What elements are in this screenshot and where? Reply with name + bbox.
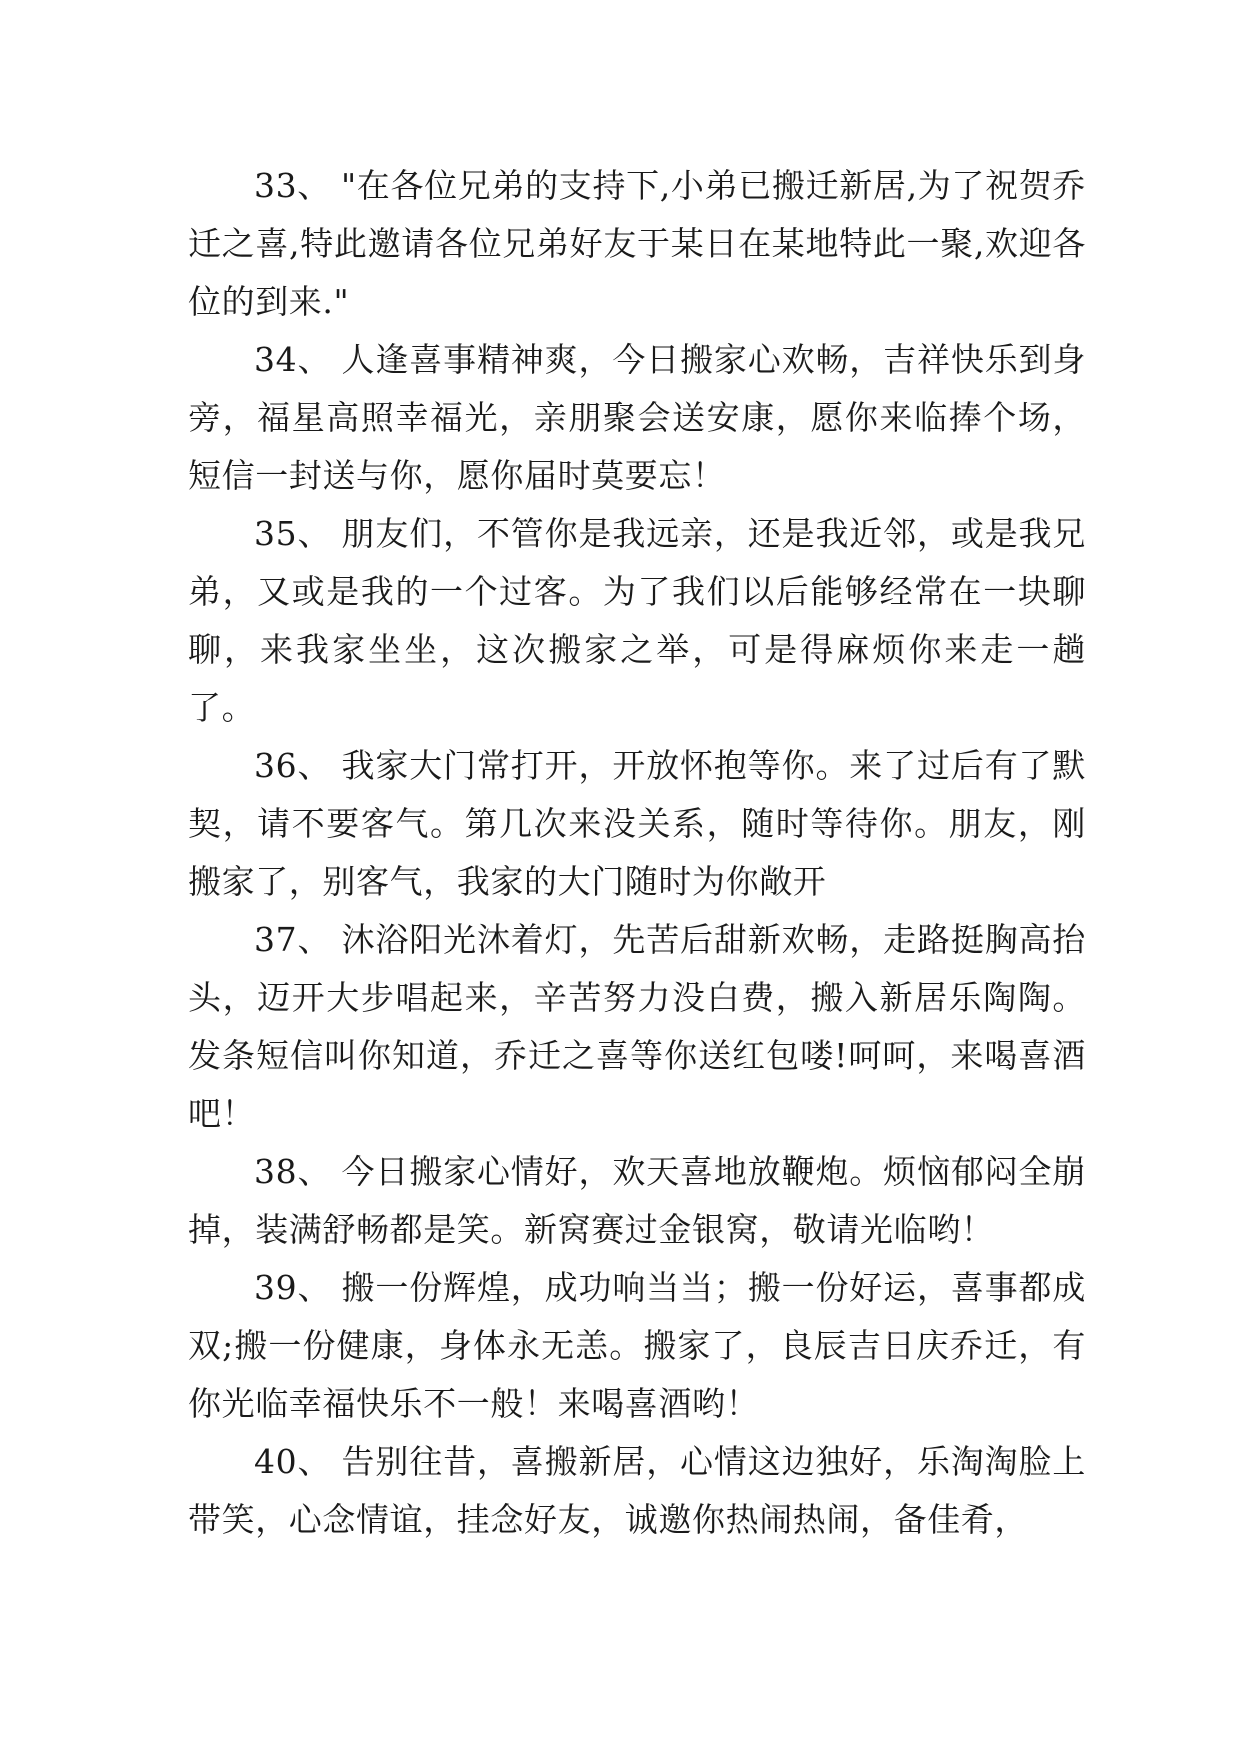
paragraph-number: 35、 (254, 514, 332, 553)
paragraph-text: 今日搬家心情好，欢天喜地放鞭炮。烦恼郁闷全崩掉，装满舒畅都是笑。新窝赛过金银窝，敬请光临哟！ (188, 1152, 1086, 1249)
paragraph-number: 40、 (254, 1442, 332, 1481)
paragraph-text: 人逢喜事精神爽，今日搬家心欢畅，吉祥快乐到身旁，福星高照幸福光，亲朋聚会送安康，愿你来临捧个场，短信一封送与你，愿你届时莫要忘！ (188, 340, 1086, 495)
paragraph-text: 朋友们，不管你是我远亲，还是我近邻，或是我兄弟，又或是我的一个过客。为了我们以后能够经常在一块聊聊，来我家坐坐，这次搬家之举，可是得麻烦你来走一趟了。 (188, 514, 1086, 727)
paragraph-number: 36、 (254, 746, 332, 785)
paragraph-37 (188, 911, 1086, 1143)
paragraph-number: 39、 (254, 1268, 332, 1307)
paragraph-38 (188, 1143, 1086, 1259)
paragraph-number: 38、 (254, 1152, 332, 1191)
paragraph-text: 搬一份辉煌，成功响当当；搬一份好运，喜事都成双;搬一份健康，身体永无恙。搬家了，良辰吉日庆乔迁，有你光临幸福快乐不一般！来喝喜酒哟！ (188, 1268, 1086, 1423)
paragraph-39 (188, 1259, 1086, 1433)
paragraph-number: 34、 (254, 340, 332, 379)
paragraph-34 (188, 331, 1086, 505)
paragraph-text: "在各位兄弟的支持下,小弟已搬迁新居,为了祝贺乔迁之喜,特此邀请各位兄弟好友于某日在某地特此一聚,欢迎各位的到来." (188, 166, 1087, 321)
paragraph-text: 我家大门常打开，开放怀抱等你。来了过后有了默契，请不要客气。第几次来没关系，随时等待你。朋友，刚搬家了，别客气，我家的大门随时为你敞开 (188, 746, 1086, 901)
paragraph-number: 37、 (254, 920, 332, 959)
document-body (188, 157, 1086, 1549)
paragraph-number: 33、 (254, 166, 331, 205)
paragraph-33 (188, 157, 1086, 331)
paragraph-text: 沐浴阳光沐着灯，先苦后甜新欢畅，走路挺胸高抬头，迈开大步唱起来，辛苦努力没白费，搬入新居乐陶陶。发条短信叫你知道，乔迁之喜等你送红包喽!呵呵，来喝喜酒吧！ (188, 920, 1086, 1133)
paragraph-36 (188, 737, 1086, 911)
paragraph-text: 告别往昔，喜搬新居，心情这边独好，乐淘淘脸上带笑，心念情谊，挂念好友，诚邀你热闹热闹，备佳肴， (188, 1442, 1086, 1539)
paragraph-40 (188, 1433, 1086, 1549)
paragraph-35 (188, 505, 1086, 737)
